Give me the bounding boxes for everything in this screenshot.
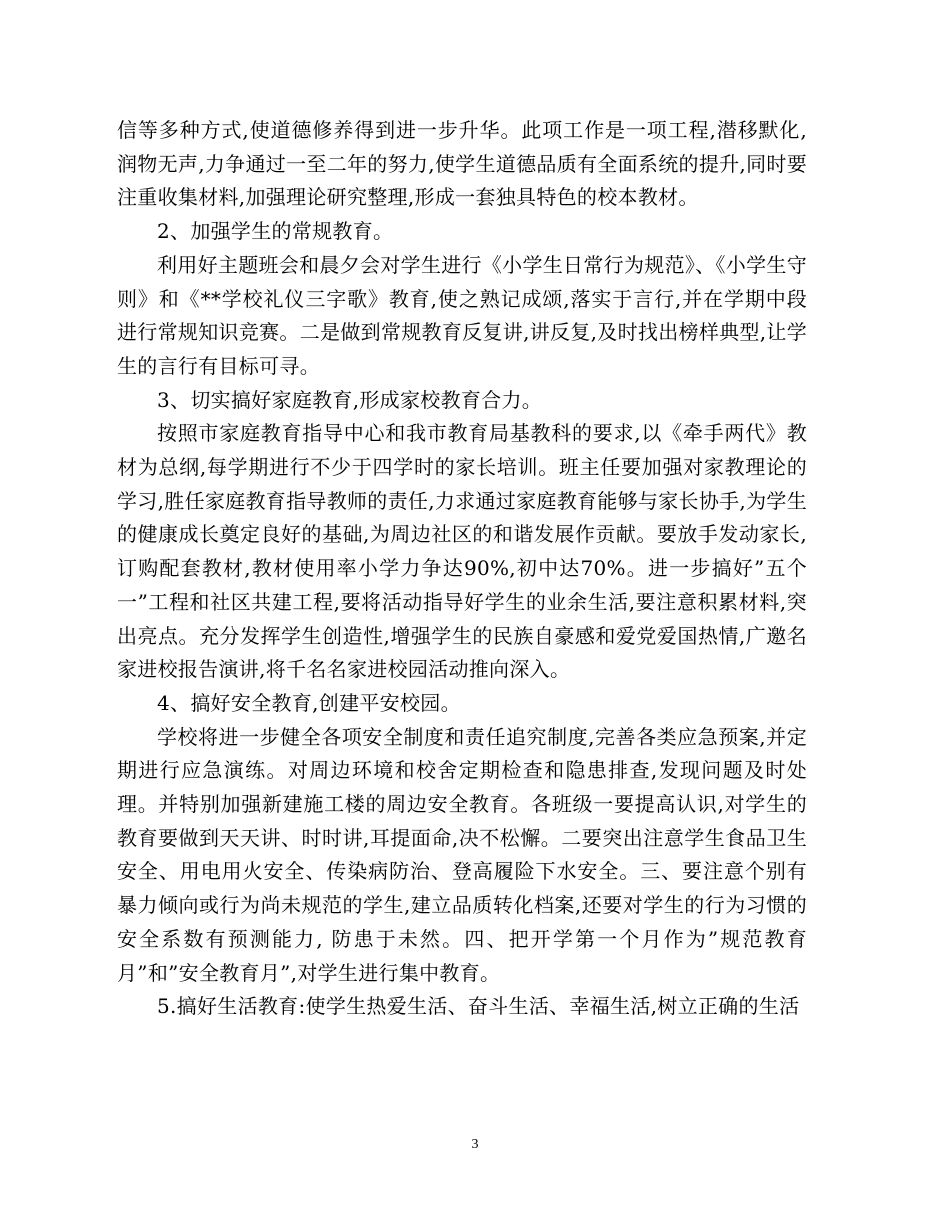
paragraph-3: 按照市家庭教育指导中心和我市教育局基教科的要求,以《牵手两代》教材为总纲,每学期进行不少于四学时的家长培训。班主任要加强对家教理论的学习,胜任家庭教育指导教师的责任,力求通过家庭教育能够与家长协手,为学生的健康成长奠定良好的基础,为周边社区的和谐发展作贡献。要放手发动家长,订购配套教材,教材使用率小学力争达90%,初中达70%。进一步搞好”五个一”工程和社区共建工程,要将活动指导好学生的业余生活,要注意积累材料,突出亮点。充分发挥学生创造性,增强学生的民族自豪感和爱党爱国热情,广邀名家进校报告演讲,将千名名家进校园活动推向深入。: [117, 421, 807, 682]
section-heading-3: 3、切实搞好家庭教育,形成家校教育合力。: [157, 387, 543, 412]
section-heading-2: 2、加强学生的常规教育。: [157, 219, 394, 244]
document-body: [117, 114, 807, 1024]
paragraph-1: 信等多种方式,使道德修养得到进一步升华。此项工作是一项工程,潜移默化, 润物无声,力争通过一至二年的努力,使学生道德品质有全面系统的提升,同时要注重收集材料,加强理论研究整理,形成一套独具特色的校本教材。: [117, 118, 807, 210]
paragraph-4: 学校将进一步健全各项安全制度和责任追究制度,完善各类应急预案,并定期进行应急演练。对周边环境和校舍定期检查和隐患排查,发现问题及时处理。并特别加强新建施工楼的周边安全教育。各班级一要提高认识,对学生的教育要做到天天讲、时时讲,耳提面命,决不松懈。二要突出注意学生食品卫生安全、用电用火安全、传染病防治、登高履险下水安全。三、要注意个别有暴力倾向或行为尚未规范的学生,建立品质转化档案,还要对学生的行为习惯的安全系数有预测能力, 防患于未然。四、把开学第一个月作为”规范教育月”和”安全教育月”,对学生进行集中教育。: [117, 724, 807, 985]
section-heading-4: 4、搞好安全教育,创建平安校园。: [157, 690, 461, 715]
section-heading-5: 5.搞好生活教育:使学生热爱生活、奋斗生活、幸福生活,树立正确的生活: [157, 994, 800, 1019]
paragraph-2: 利用好主题班会和晨夕会对学生进行《小学生日常行为规范》、《小学生守则》和《**学校礼仪三字歌》教育,使之熟记成颂,落实于言行,并在学期中段进行常规知识竞赛。二是做到常规教育反复讲,讲反复,及时找出榜样典型,让学生的言行有目标可寻。: [117, 252, 807, 378]
page-number: 3: [471, 1137, 479, 1152]
